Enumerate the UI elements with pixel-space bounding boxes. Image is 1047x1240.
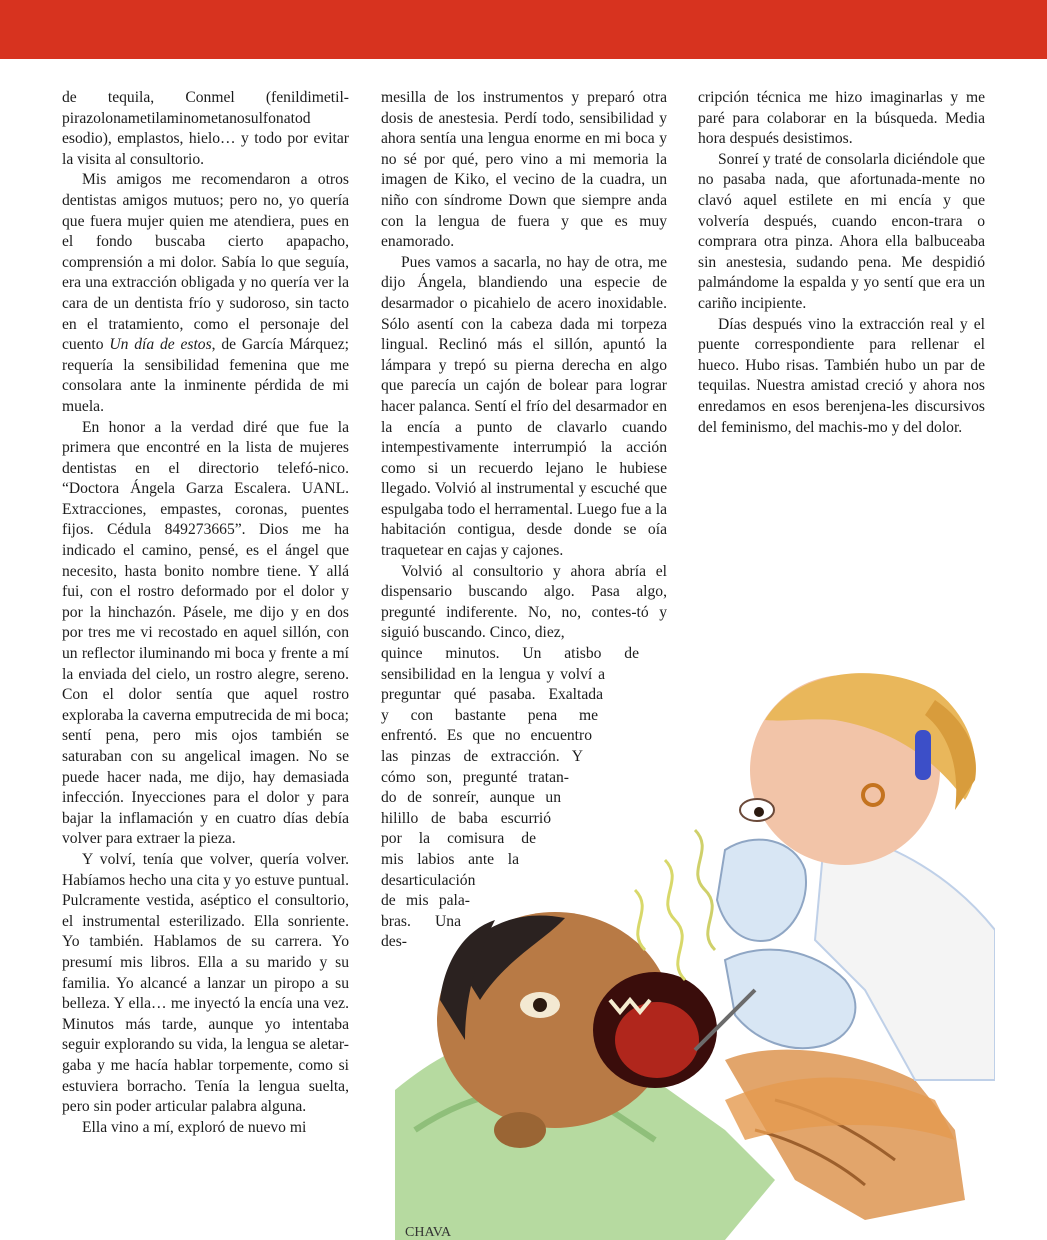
- text-line: quince minutos. Un atisbo de: [381, 645, 639, 663]
- text-line: sensibilidad en la lengua y volví a: [381, 665, 605, 683]
- header-bar: [0, 0, 1047, 59]
- dentist-illustration: [395, 660, 995, 1240]
- paragraph: Y volví, tenía que volver, quería volver. Habíamos hecho una cita y yo estuve puntual. Pulcramente vestida, aséptico el consultorio, el instrumental esterilizado. Ella sonriente. Yo también. Hablamos de su carrera. Yo presumí mis libros. Ella a su marido y su familia. Yo alcancé a lanzar un piropo a su belleza. Y ella… me inyectó la encía una vez. Minutos más tarde, aunque yo intentaba seguir explorando su vida, la lengua se aletar-gaba y me hacía hablar torpemente, como si estuviera borracho. Tenía la lengua suelta, pero sin poder articular palabra alguna.: [62, 850, 349, 1116]
- paragraph: Sonreí y traté de consolarla diciéndole que no pasaba nada, que afortunada-mente no clavó aquel estilete en mi encía y que volvería después, cuando encon-trara o comprara otra pinza. Ahora ella balbuceaba sin anestesia, sudando pena. Me despidió palmándome la espalda y yo sentí que era un cariño incipiente.: [698, 150, 985, 312]
- text-line: do de sonreír, aunque un: [381, 789, 561, 807]
- paragraph: Ella vino a mí, exploró de nuevo mi: [82, 1118, 307, 1136]
- text-line: las pinzas de extracción. Y: [381, 748, 583, 765]
- text-line: des-: [381, 933, 407, 951]
- text-column-3: [698, 88, 985, 438]
- text-line: bras. Una: [381, 912, 461, 930]
- paragraph: Mis amigos me recomendaron a otros dentistas amigos mutuos; pero no, yo quería que fuera mujer quien me atendiera, pues en el fondo buscaba cierto apapacho, comprensión a mi dolor. Sabía lo que seguía, era una extracción obligada y no quería ver la cara de un dentista frío y sudoroso, sin tacto en el tratamiento, como el personaje del cuento Un día de estos, de García Márquez; requería la sensibilidad femenina que me consolara ante la inminente pérdida de mi muela.: [62, 171, 349, 415]
- text-line: de mis pala-: [381, 892, 470, 910]
- artist-signature: CHAVA: [405, 1225, 452, 1240]
- paragraph: de tequila, Conmel (fenildimetil-pirazolonametilaminometanosulfonatod esodio), emplastos, hielo… y todo por evitar la visita al consultorio.: [62, 89, 349, 168]
- paragraph: Pues vamos a sacarla, no hay de otra, me dijo Ángela, blandiendo una especie de desarmador o picahielo de acero inoxidable. Sólo asentí con la cabeza dada mi torpeza lingual. Reclinó más el sillón, apuntó la lámpara y trepó su pierna derecha en algo que parecía un cajón de bolear para lograr hacer palanca. Sentí el frío del desarmador en la encía a punto de clavarlo cuando intempestivamente interrumpió la acción como si un recuerdo lejano le hubiese llegado. Volvió al instrumental y escuché que espulgaba todo el herramental. Luego fue a la habitación contigua, desde donde se oía traquetear en cajas y cajones.: [381, 253, 667, 560]
- paragraph: mesilla de los instrumentos y preparó otra dosis de anestesia. Perdí todo, sensibilidad y ahora sentía una lengua enorme en mi boca y no sé por qué, pero vino a mi memoria la imagen de Kiko, el vecino de la cuadra, un niño con síndrome Down que siempre anda con la lengua de fuera y que es muy enamorado.: [381, 89, 667, 251]
- paragraph: cripción técnica me hizo imaginarlas y me paré para colaborar en la búsqueda. Media hora después desistimos.: [698, 89, 985, 148]
- text-line: y con bastante pena me: [381, 706, 598, 724]
- text-line: desarticulación: [381, 871, 476, 889]
- text-line: preguntar qué pasaba. Exaltada: [381, 686, 603, 704]
- text-line: mis labios ante la: [381, 850, 519, 868]
- text-line: hilillo de baba escurrió: [381, 809, 551, 827]
- text-line: cómo son, pregunté tratan-: [381, 768, 569, 786]
- text-line: por la comisura de: [381, 830, 536, 848]
- text-line: enfrentó. Es que no encuentro: [381, 727, 592, 745]
- paragraph: Días después vino la extracción real y el puente correspondiente para rellenar el hueco. Hubo risas. También hubo un par de tequilas. Nuestra amistad creció y ahora nos enredamos en esos berenjena-les discursivos del feminismo, del machis-mo y del dolor.: [698, 315, 985, 436]
- text-column-1: [62, 88, 349, 1138]
- paragraph: Volvió al consultorio y ahora abría el dispensario buscando algo. Pasa algo, pregunté indiferente. No, no, contes-tó y siguió buscando. Cinco, diez,: [381, 562, 667, 642]
- paragraph: En honor a la verdad diré que fue la primera que encontré en la lista de mujeres dentistas en el directorio telefó-nico. “Doctora Ángela Garza Escalera. UANL. Extracciones, empastes, coronas, puentes fijos. Cédula 849273665”. Dios me ha indicado el camino, pensé, es el ángel que necesito, hasta bonito nombre tiene. Y allá fui, con el rostro deformado por el dolor y por la hinchazón. Pásele, me dijo y en dos por tres me vi recostado en aquel sillón, con un reflector iluminando mi boca y frente a mí la enviada del cielo, un rostro alegre, sereno. Con el dolor sentía que aquel rostro exploraba la caverna emputrecida de mi boca; sentí pena, pero mis ojos también se saturaban con su angelical imagen. No se puede hacer nada, me dijo, hay demasiada infección. Inyecciones para el dolor y para bajar la inflamación y en cuatro días debía volver para extraer la pieza.: [62, 418, 349, 848]
